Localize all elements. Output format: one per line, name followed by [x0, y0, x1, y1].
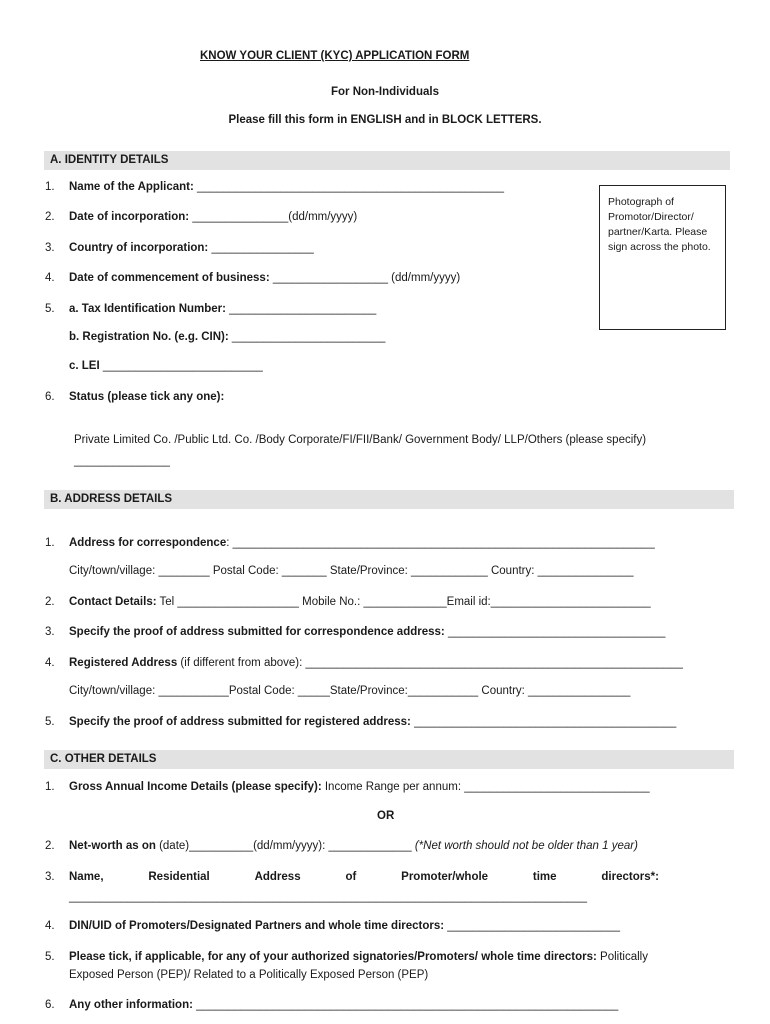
- field-label: Specify the proof of address submitted for correspondence address:: [69, 626, 445, 638]
- registered-address-field[interactable]: [69, 657, 683, 669]
- field-label: Gross Annual Income Details (please specify):: [69, 781, 322, 793]
- field-blank: __________________________________: [444, 626, 666, 638]
- label-word: Promoter/whole: [401, 871, 489, 883]
- field-label: Registered Address: [69, 657, 178, 669]
- field-label: Please tick, if applicable, for any of your authorized signatories/Promoters/ whole time directors:: [69, 951, 597, 963]
- label-word: Name,: [69, 871, 104, 883]
- correspondence-city-row[interactable]: City/town/village: ________ Postal Code: _______ State/Province: ____________ Country: _______________: [69, 565, 634, 577]
- lei-field[interactable]: [69, 360, 263, 372]
- field-blank: _________________________: [99, 360, 263, 372]
- item-number: 6.: [45, 391, 55, 403]
- gross-income-field[interactable]: [69, 781, 650, 793]
- item-number: 2.: [45, 211, 55, 223]
- item-number: 5.: [45, 716, 55, 728]
- item-number: 5.: [45, 951, 55, 963]
- field-blank: : __________________________________________________________________: [226, 537, 655, 549]
- pep-field-continued: Exposed Person (PEP)/ Related to a Politically Exposed Person (PEP): [69, 969, 429, 981]
- item-number: 3.: [45, 242, 55, 254]
- din-uid-field[interactable]: [69, 920, 620, 932]
- field-label: Name of the Applicant:: [69, 181, 194, 193]
- registered-city-row[interactable]: City/town/village: ___________Postal Code: _____State/Province:___________ Country: ________________: [69, 685, 631, 697]
- section-c-heading: C. OTHER DETAILS: [44, 750, 734, 769]
- label-word: Residential: [148, 871, 210, 883]
- correspondence-address-field[interactable]: [69, 537, 655, 549]
- section-a-heading: A. IDENTITY DETAILS: [44, 151, 730, 170]
- item-number: 6.: [45, 999, 55, 1011]
- field-blank: ________________________: [228, 331, 386, 343]
- incorporation-date-field[interactable]: [69, 211, 357, 223]
- field-label: Address for correspondence: [69, 537, 227, 549]
- registered-proof-field[interactable]: [69, 716, 676, 728]
- field-label: Any other information:: [69, 999, 193, 1011]
- field-label: Date of incorporation:: [69, 211, 190, 223]
- net-worth-note: (*Net worth should not be older than 1 year): [414, 840, 638, 852]
- or-separator: OR: [377, 810, 395, 822]
- field-blank: __________________ (dd/mm/yyyy): [269, 272, 461, 284]
- item-number: 1.: [45, 537, 55, 549]
- field-label: DIN/UID of Promoters/Designated Partners and whole time directors:: [69, 920, 445, 932]
- pep-field[interactable]: [69, 951, 648, 963]
- field-label: a. Tax Identification Number:: [69, 303, 226, 315]
- promoter-names-label: [69, 871, 659, 883]
- field-blank: Income Range per annum: _____________________________: [321, 781, 650, 793]
- field-blank: _________________________________________: [410, 716, 677, 728]
- form-title: KNOW YOUR CLIENT (KYC) APPLICATION FORM: [200, 50, 470, 62]
- section-b-heading: B. ADDRESS DETAILS: [44, 490, 734, 509]
- field-label: Specify the proof of address submitted for registered address:: [69, 716, 411, 728]
- field-blank: ________________________________________________: [193, 181, 505, 193]
- field-blank: (date)__________(dd/mm/yyyy): _____________: [155, 840, 415, 852]
- form-instruction: Please fill this form in ENGLISH and in BLOCK LETTERS.: [228, 114, 542, 126]
- item-number: 3.: [45, 871, 55, 883]
- label-word: time: [532, 871, 557, 883]
- promoter-names-blank[interactable]: _________________________________________________________________________________: [69, 891, 588, 903]
- label-word: of: [345, 871, 357, 883]
- field-label: Net-worth as on: [69, 840, 156, 852]
- field-label: b. Registration No. (e.g. CIN):: [69, 331, 229, 343]
- field-label: Contact Details:: [69, 596, 157, 608]
- field-label: Country of incorporation:: [69, 242, 209, 254]
- item-number: 1.: [45, 181, 55, 193]
- contact-details-field[interactable]: [69, 596, 651, 608]
- item-number: 3.: [45, 626, 55, 638]
- label-word: directors*:: [601, 871, 659, 883]
- other-info-field[interactable]: [69, 999, 618, 1011]
- registration-no-field[interactable]: [69, 331, 385, 343]
- status-other-blank[interactable]: _______________: [74, 455, 170, 467]
- field-label: Date of commencement of business:: [69, 272, 270, 284]
- item-number: 5.: [45, 303, 55, 315]
- field-blank: ________________: [208, 242, 314, 254]
- status-label: Status (please tick any one):: [69, 391, 225, 403]
- correspondence-proof-field[interactable]: [69, 626, 665, 638]
- commencement-date-field[interactable]: [69, 272, 460, 284]
- item-number: 2.: [45, 840, 55, 852]
- item-number: 4.: [45, 272, 55, 284]
- incorporation-country-field[interactable]: [69, 242, 314, 254]
- field-blank: Tel ___________________ Mobile No.: _____________Email id:_________________________: [156, 596, 651, 608]
- field-label: c. LEI: [69, 360, 100, 372]
- field-blank: _______________________: [225, 303, 377, 315]
- item-number: 2.: [45, 596, 55, 608]
- field-text: Politically: [596, 951, 648, 963]
- item-number: 1.: [45, 781, 55, 793]
- photo-box-text: Photograph of Promotor/Director/ partner/Karta. Please sign across the photo.: [608, 196, 711, 253]
- applicant-name-field[interactable]: [69, 181, 504, 193]
- net-worth-field[interactable]: [69, 840, 638, 852]
- field-blank: ___________________________: [444, 920, 620, 932]
- tax-id-field[interactable]: [69, 303, 376, 315]
- field-blank: _______________(dd/mm/yyyy): [189, 211, 358, 223]
- field-blank: __________________________________________________________________: [192, 999, 619, 1011]
- item-number: 4.: [45, 657, 55, 669]
- photo-box[interactable]: [599, 185, 726, 330]
- form-subtitle: For Non-Individuals: [331, 86, 439, 98]
- item-number: 4.: [45, 920, 55, 932]
- status-options[interactable]: Private Limited Co. /Public Ltd. Co. /Body Corporate/FI/FII/Bank/ Government Body/ LLP/Others (please specify): [74, 434, 647, 446]
- label-word: Address: [254, 871, 301, 883]
- field-blank: (if different from above): ___________________________________________________________: [177, 657, 683, 669]
